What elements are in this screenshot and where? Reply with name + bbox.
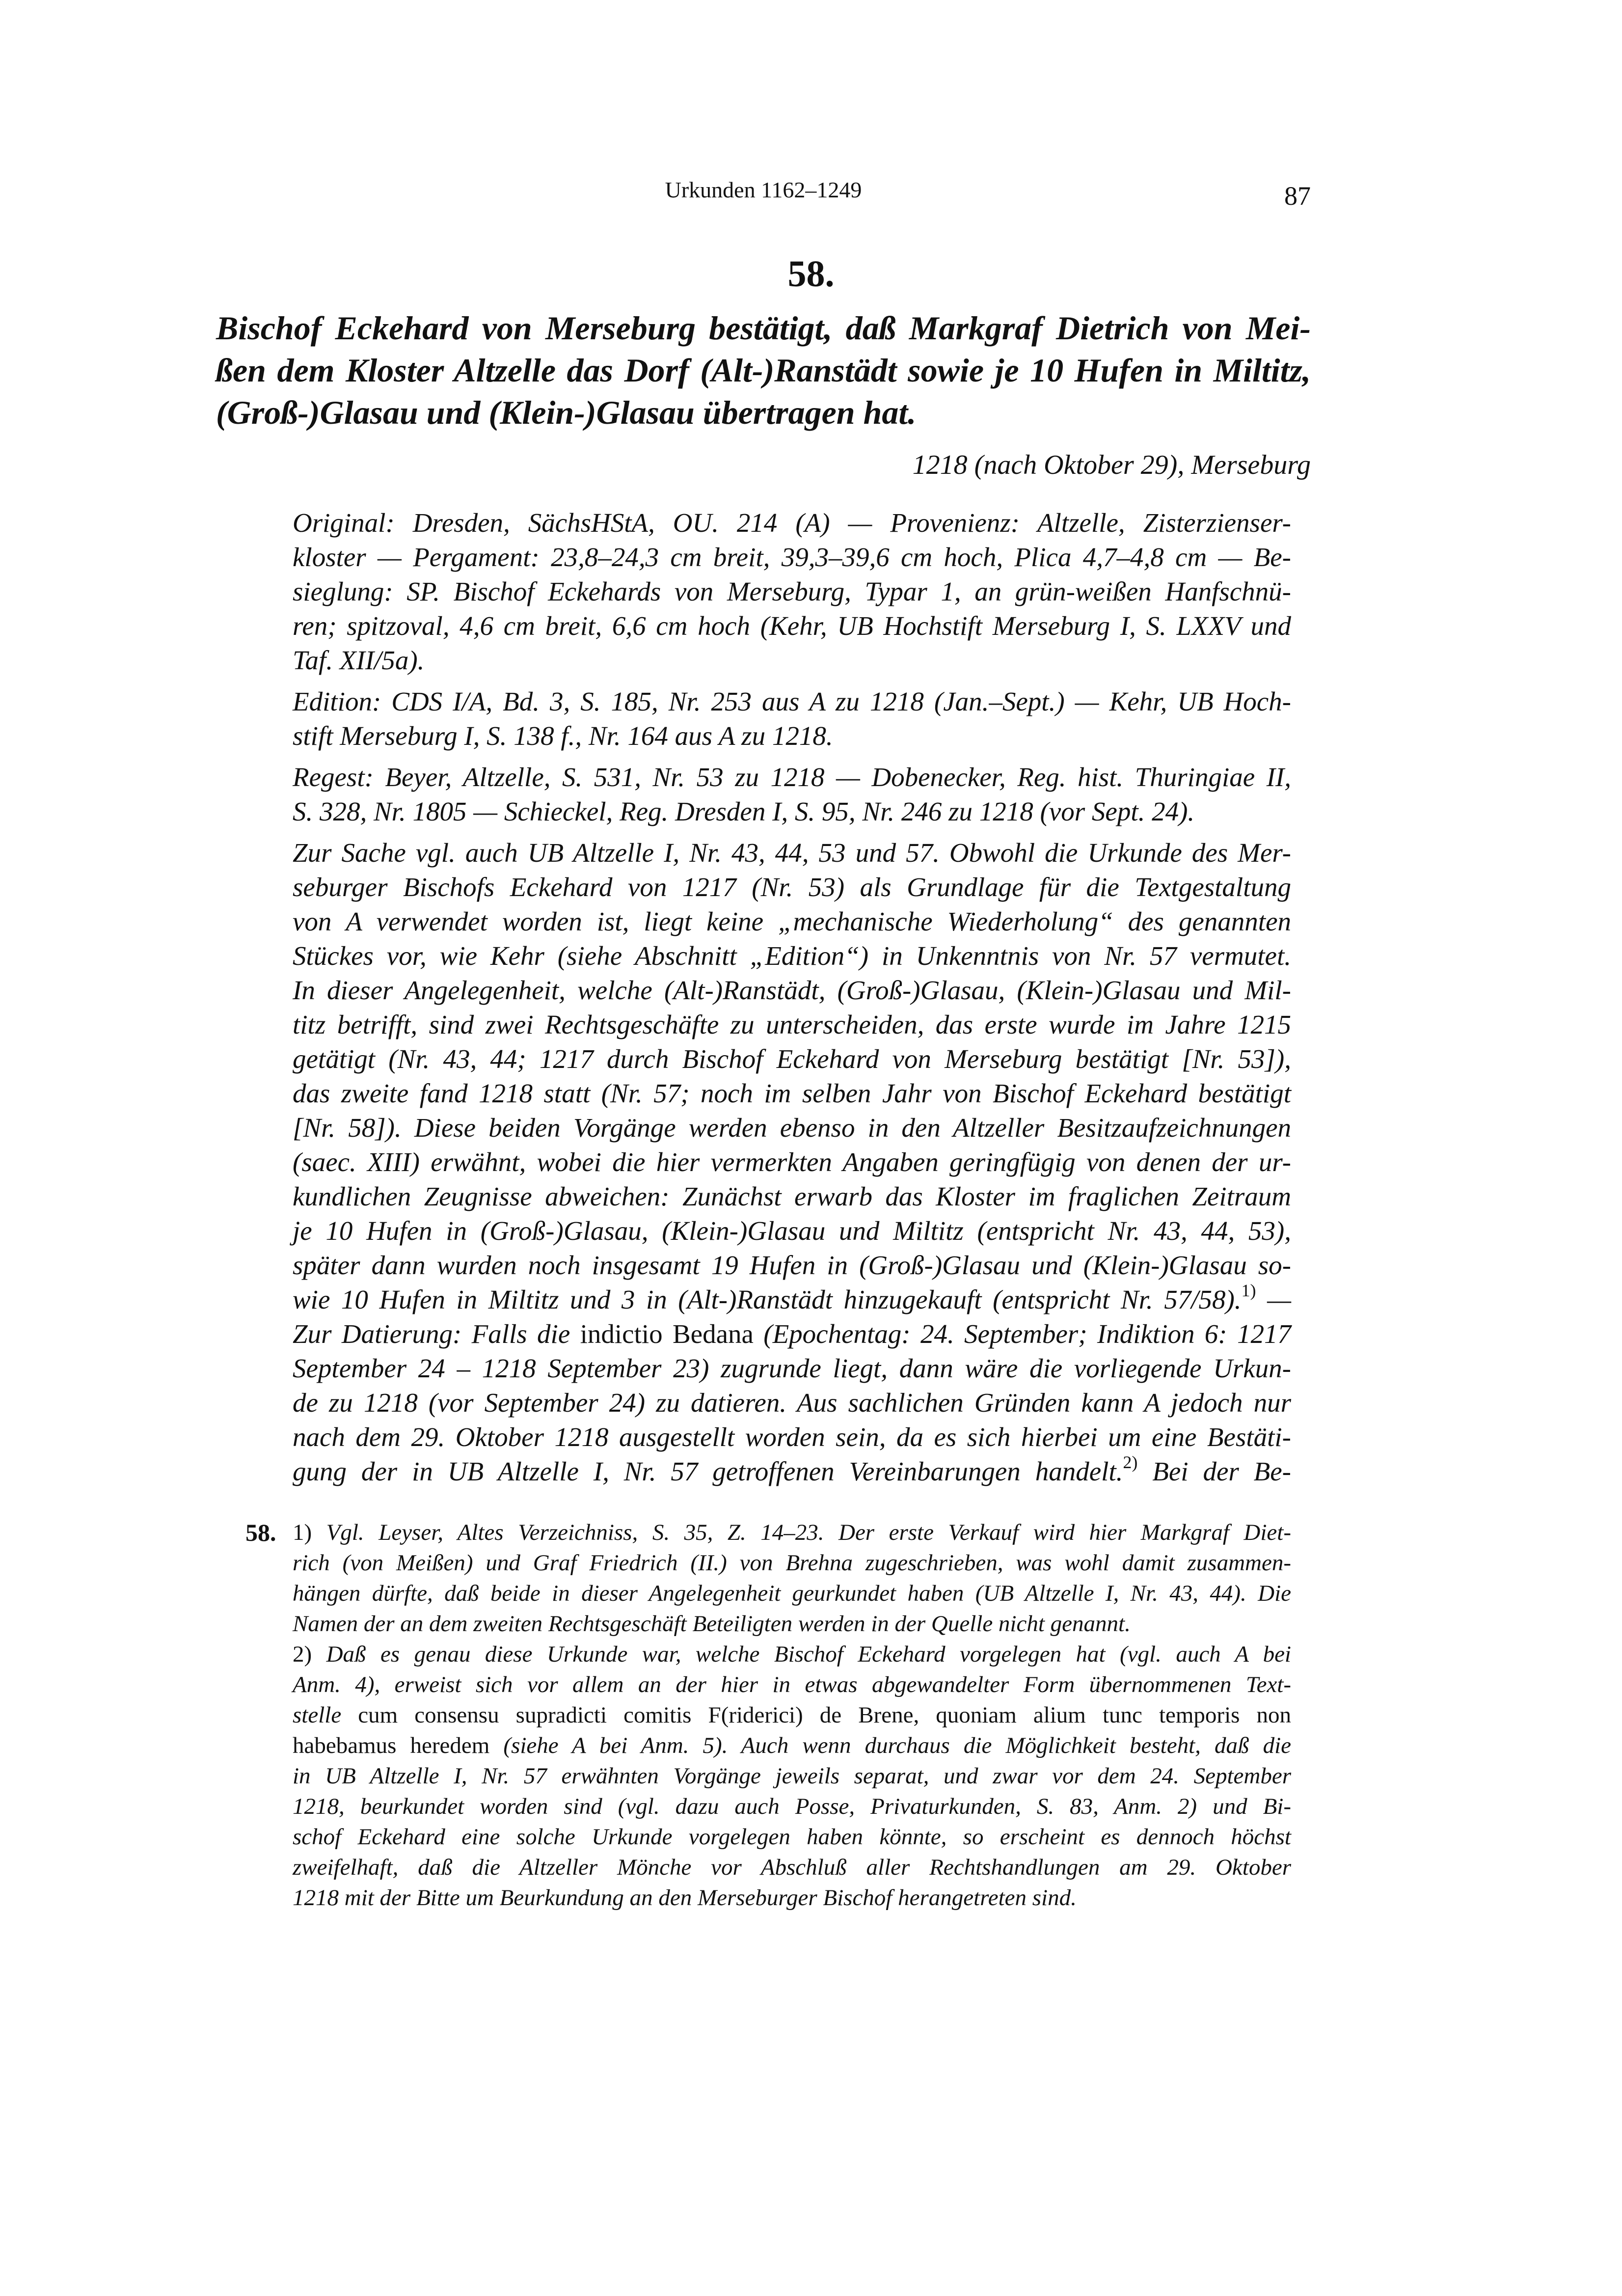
footnote-line: in UB Altzelle I, Nr. 57 erwähnten Vorgänge jeweils separat, und zwar vor dem 24. September xyxy=(293,1763,1291,1789)
footnote-number: 2) xyxy=(293,1641,312,1667)
footnote-text: (siehe A bei Anm. 5). Auch wenn durchaus die Möglichkeit besteht, daß die xyxy=(489,1733,1291,1758)
footnote-line: 1218 mit der Bitte um Beurkundung an den Merseburger Bischof herangetreten sind. xyxy=(293,1885,1077,1911)
running-header xyxy=(216,177,1311,216)
note-line: Edition: CDS I/A, Bd. 3, S. 185, Nr. 253 aus A zu 1218 (Jan.–Sept.) — Kehr, UB Hoch- xyxy=(293,686,1291,716)
note-line: später dann wurden noch insgesamt 19 Hufen in (Groß-)Glasau und (Klein-)Glasau so- xyxy=(293,1250,1291,1280)
note-line xyxy=(293,1280,1291,1317)
note-text: (Epochentag: 24. September; Indiktion 6: 1217 xyxy=(753,1319,1291,1349)
regest-paragraph xyxy=(293,760,1291,829)
footnote-line xyxy=(293,1517,1291,1548)
note-line: je 10 Hufen in (Groß-)Glasau, (Klein-)Glasau und Miltitz (entspricht Nr. 43, 44, 53), xyxy=(293,1216,1291,1246)
note-line: Taf. XII/5a). xyxy=(293,645,425,675)
note-line: kloster — Pergament: 23,8–24,3 cm breit, 39,3–39,6 cm hoch, Plica 4,7–4,8 cm — Be- xyxy=(293,542,1291,572)
title-line: Bischof Eckehard von Merseburg bestätigt, daß Markgraf Dietrich von Mei- xyxy=(216,309,1311,347)
note-line xyxy=(293,1454,1291,1489)
document-number: 58. xyxy=(787,253,835,295)
title-line: (Groß-)Glasau und (Klein-)Glasau übertragen hat. xyxy=(216,394,917,431)
note-line: Stückes vor, wie Kehr (siehe Abschnitt „Edition“) in Unkenntnis von Nr. 57 vermutet. xyxy=(293,941,1291,971)
note-line: Zur Sache vgl. auch UB Altzelle I, Nr. 43, 44, 53 und 57. Obwohl die Urkunde des Mer- xyxy=(293,838,1291,868)
footnote-text: Daß es genau diese Urkunde war, welche Bischof Eckehard vorgelegen hat (vgl. auch A bei xyxy=(312,1641,1291,1667)
running-title: Urkunden 1162–1249 xyxy=(665,177,862,202)
note-line: Regest: Beyer, Altzelle, S. 531, Nr. 53 zu 1218 — Dobenecker, Reg. hist. Thuringiae II, xyxy=(293,762,1291,792)
title-line: ßen dem Kloster Altzelle das Dorf (Alt-)Ranstädt sowie je 10 Hufen in Miltitz, xyxy=(216,352,1311,389)
date-place: 1218 (nach Oktober 29), Merseburg xyxy=(912,450,1311,480)
latin-term: indictio Bedana xyxy=(580,1319,754,1349)
footnote-ref[interactable]: 2) xyxy=(1123,1452,1138,1472)
note-line: September 24 – 1218 September 23) zugrunde liegt, dann wäre die vorliegende Urkun- xyxy=(293,1353,1291,1383)
note-line: sieglung: SP. Bischof Eckehards von Merseburg, Typar 1, an grün-weißen Hanfschnü- xyxy=(293,576,1291,606)
footnote-number: 1) xyxy=(293,1520,312,1545)
page-number: 87 xyxy=(1284,181,1311,211)
note-line: [Nr. 58]). Diese beiden Vorgänge werden ebenso in den Altzeller Besitzaufzeichnungen xyxy=(293,1113,1291,1143)
footnote-line xyxy=(293,1700,1291,1730)
note-line: seburger Bischofs Eckehard von 1217 (Nr. 53) als Grundlage für die Textgestaltung xyxy=(293,872,1291,902)
footnote-text: Vgl. Leyser, Altes Verzeichniss, S. 35, Z. 14–23. Der erste Verkauf wird hier Markgraf Diet- xyxy=(312,1520,1291,1545)
footnote-block-label: 58. xyxy=(245,1519,276,1546)
commentary-paragraph xyxy=(293,836,1291,1489)
note-line xyxy=(293,1317,1291,1351)
note-line: nach dem 29. Oktober 1218 ausgestellt worden sein, da es sich hierbei um eine Bestäti- xyxy=(293,1422,1291,1452)
note-line: kundlichen Zeugnisse abweichen: Zunächst erwarb das Kloster im fraglichen Zeitraum xyxy=(293,1181,1291,1211)
footnote-text: stelle xyxy=(293,1702,358,1728)
note-text: wie 10 Hufen in Miltitz und 3 in (Alt-)Ranstädt hinzugekauft (entspricht Nr. 57/58). xyxy=(293,1285,1242,1314)
note-line: getätigt (Nr. 43, 44; 1217 durch Bischof Eckehard von Merseburg bestätigt [Nr. 53]), xyxy=(293,1044,1291,1074)
note-line: ren; spitzoval, 4,6 cm breit, 6,6 cm hoch (Kehr, UB Hochstift Merseburg I, S. LXXV und xyxy=(293,611,1291,641)
note-text: — xyxy=(1256,1285,1291,1314)
footnote-line: hängen dürfte, daß beide in dieser Angelegenheit geurkundet haben (UB Altzelle I, Nr. 43, 44). Die xyxy=(293,1581,1291,1606)
document-title xyxy=(216,307,1311,434)
note-text: Zur Datierung: Falls die xyxy=(293,1319,580,1349)
note-line: stift Merseburg I, S. 138 f., Nr. 164 aus A zu 1218. xyxy=(293,721,833,751)
note-text: gung der in UB Altzelle I, Nr. 57 getroffenen Vereinbarungen handelt. xyxy=(293,1456,1123,1486)
footnote-line xyxy=(293,1639,1291,1669)
note-line: (saec. XIII) erwähnt, wobei die hier vermerkten Angaben geringfügig von denen der ur- xyxy=(293,1147,1291,1177)
footnote-ref[interactable]: 1) xyxy=(1241,1280,1256,1300)
footnotes xyxy=(245,1517,1291,1913)
footnote-line: schof Eckehard eine solche Urkunde vorgelegen haben könnte, so erscheint es dennoch höchst xyxy=(293,1824,1291,1850)
note-line: das zweite fand 1218 statt (Nr. 57; noch im selben Jahr von Bischof Eckehard bestätigt xyxy=(293,1078,1291,1108)
note-line: de zu 1218 (vor September 24) zu datieren. Aus sachlichen Gründen kann A jedoch nur xyxy=(293,1388,1291,1418)
footnote-line: zweifelhaft, daß die Altzeller Mönche vor Abschluß aller Rechtshandlungen am 29. Oktober xyxy=(293,1855,1291,1880)
latin-quote: habebamus heredem xyxy=(293,1733,490,1758)
note-text: Bei der Be- xyxy=(1137,1456,1291,1486)
note-line: Original: Dresden, SächsHStA, OU. 214 (A) — Provenienz: Altzelle, Zisterzienser- xyxy=(293,508,1291,538)
footnote-line: rich (von Meißen) und Graf Friedrich (II.) von Brehna zugeschrieben, was wohl damit zusammen- xyxy=(293,1550,1291,1576)
source-notes xyxy=(293,506,1291,1496)
footnote-line xyxy=(293,1730,1291,1761)
footnote-line: 1218, beurkundet worden sind (vgl. dazu auch Posse, Privaturkunden, S. 83, Anm. 2) und Bi- xyxy=(293,1794,1291,1819)
original-paragraph xyxy=(293,506,1291,678)
footnote-line: Anm. 4), erweist sich vor allem an der hier in etwas abgewandelter Form übernommenen Text- xyxy=(293,1672,1291,1697)
latin-quote: cum consensu supradicti comitis F(riderici) de Brene, quoniam alium tunc temporis non xyxy=(358,1702,1292,1728)
footnote-line: Namen der an dem zweiten Rechtsgeschäft Beteiligten werden in der Quelle nicht genannt. xyxy=(293,1611,1131,1637)
note-line: von A verwendet worden ist, liegt keine „mechanische Wiederholung“ des genannten xyxy=(293,906,1291,936)
note-line: In dieser Angelegenheit, welche (Alt-)Ranstädt, (Groß-)Glasau, (Klein-)Glasau und Mil- xyxy=(293,975,1291,1005)
edition-paragraph xyxy=(293,684,1291,753)
footnote-body xyxy=(293,1517,1291,1913)
note-line: S. 328, Nr. 1805 — Schieckel, Reg. Dresden I, S. 95, Nr. 246 zu 1218 (vor Sept. 24). xyxy=(293,796,1195,826)
note-line: titz betrifft, sind zwei Rechtsgeschäfte zu unterscheiden, das erste wurde im Jahre 1215 xyxy=(293,1010,1291,1039)
